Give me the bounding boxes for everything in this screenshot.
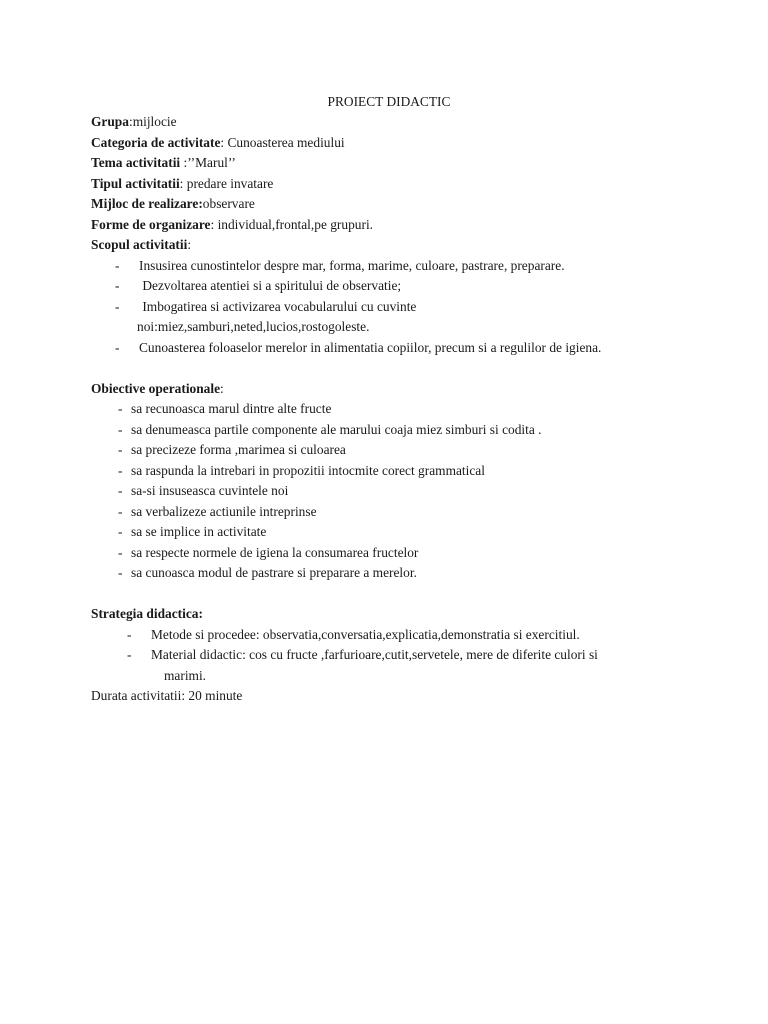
document-body	[91, 112, 691, 707]
bullet-dash: -	[118, 565, 123, 580]
list-item-text: sa precizeze forma ,marimea si culoarea	[131, 442, 346, 457]
field-categoria	[91, 133, 691, 154]
bullet-dash: -	[118, 524, 123, 539]
section-separator: :	[220, 380, 224, 396]
bullet-dash: -	[115, 278, 120, 293]
list-item-text: Imbogatirea si activizarea vocabularului cu cuvinte	[139, 298, 417, 314]
field-label: Forme de organizare	[91, 216, 211, 232]
section-label: Strategia didactica:	[91, 606, 203, 621]
field-label: Categoria de activitate	[91, 134, 221, 150]
field-forme	[91, 215, 691, 236]
field-tema	[91, 153, 691, 174]
list-item	[91, 440, 691, 461]
field-value: Cunoasterea mediului	[227, 134, 345, 150]
list-item	[91, 276, 691, 297]
bullet-dash: -	[118, 401, 123, 416]
obiective-heading	[91, 379, 691, 400]
strategia-heading	[91, 604, 691, 625]
list-item-text: sa respecte normele de igiena la consumarea fructelor	[131, 544, 419, 560]
list-item-text: sa-si insuseasca cuvintele noi	[131, 483, 289, 498]
field-tipul	[91, 174, 691, 195]
list-item	[91, 399, 691, 420]
list-item	[91, 338, 691, 359]
bullet-dash: -	[118, 462, 123, 478]
field-separator: :	[210, 216, 218, 232]
field-value: individual,frontal,pe grupuri.	[217, 216, 374, 232]
list-item	[91, 502, 691, 523]
list-item-text: Dezvoltarea atentiei si a spiritului de observatie;	[139, 278, 402, 293]
field-value: ’’Marul’’	[187, 155, 236, 170]
bullet-dash: -	[115, 339, 120, 355]
field-label: Grupa	[91, 114, 129, 129]
field-separator: :	[128, 114, 133, 129]
bullet-dash: -	[127, 626, 132, 642]
list-item	[91, 563, 691, 584]
field-grupa	[91, 112, 691, 133]
field-label: Mijloc de realizare:	[91, 196, 203, 211]
section-label: Obiective operationale	[91, 380, 221, 396]
list-item-text: Insusirea cunostintelor despre mar, forma, marime, culoare, pastrare, preparare.	[139, 257, 565, 273]
list-item-continuation	[91, 666, 691, 687]
field-separator: :	[220, 134, 228, 150]
field-mijloc	[91, 194, 691, 215]
bullet-dash: -	[115, 298, 120, 314]
bullet-dash: -	[118, 544, 123, 560]
field-value: observare	[202, 196, 255, 211]
list-item-text: marimi.	[164, 667, 207, 683]
list-item-text: sa se implice in activitate	[131, 524, 267, 539]
list-item	[91, 297, 691, 318]
list-item-continuation	[91, 317, 691, 338]
list-item-text: sa denumeasca partile componente ale marului coaja miez simburi si codita .	[131, 421, 542, 437]
field-value: mijlocie	[132, 114, 177, 129]
bullet-dash: -	[127, 647, 132, 662]
list-item-text: sa verbalizeze actiunile intreprinse	[131, 503, 317, 519]
list-item	[91, 645, 691, 666]
section-label: Scopul activitatii	[91, 237, 188, 252]
list-item-text: Material didactic: cos cu fructe ,farfurioare,cutit,servetele, mere de diferite culori si	[151, 647, 598, 662]
list-item-text: sa recunoasca marul dintre alte fructe	[131, 401, 332, 416]
list-item-text: noi:miez,samburi,neted,lucios,rostogoleste.	[137, 319, 370, 334]
list-item	[91, 256, 691, 277]
bullet-dash: -	[118, 442, 123, 457]
list-item	[91, 461, 691, 482]
bullet-dash: -	[118, 421, 123, 437]
field-label: Tema activitatii	[91, 155, 181, 170]
scop-heading	[91, 235, 691, 256]
list-item	[91, 420, 691, 441]
bullet-dash: -	[115, 257, 120, 273]
list-item-text: Metode si procedee: observatia,conversatia,explicatia,demonstratia si exercitiul.	[151, 626, 580, 642]
list-item-text: Cunoasterea foloaselor merelor in alimentatia copiilor, precum si a regulilor de igiena.	[139, 339, 602, 355]
durata-line: Durata activitatii: 20 minute	[91, 688, 243, 703]
list-item	[91, 543, 691, 564]
field-separator: :	[179, 175, 187, 191]
bullet-dash: -	[118, 503, 123, 519]
list-item-text: sa cunoasca modul de pastrare si preparare a merelor.	[131, 565, 417, 580]
list-item	[91, 625, 691, 646]
bullet-dash: -	[118, 483, 123, 498]
list-item-text: sa raspunda la intrebari in propozitii intocmite corect grammatical	[131, 462, 485, 478]
section-separator: :	[187, 237, 192, 252]
field-value: predare invatare	[186, 175, 274, 191]
field-separator: :	[180, 155, 188, 170]
field-label: Tipul activitatii	[91, 175, 180, 191]
document-title: PROIECT DIDACTIC	[327, 94, 451, 109]
list-item	[91, 522, 691, 543]
list-item	[91, 481, 691, 502]
